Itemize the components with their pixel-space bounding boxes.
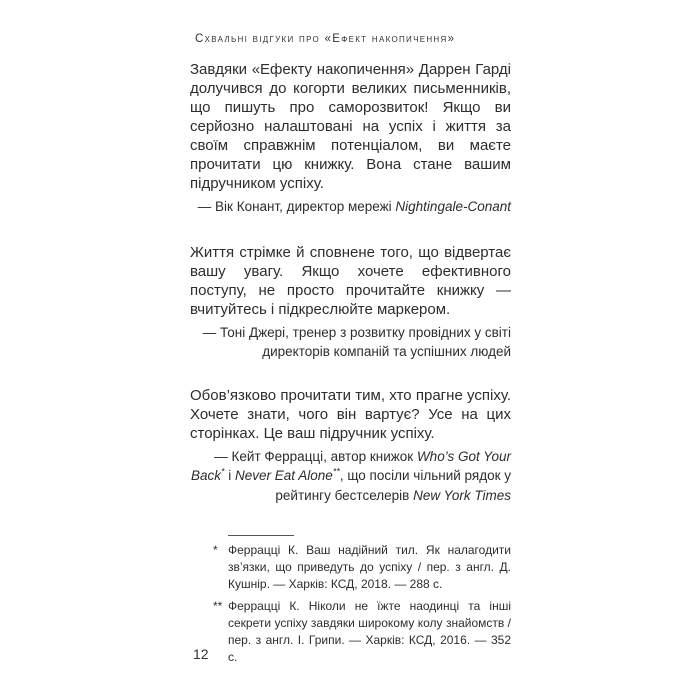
running-head: Схвальні відгуки про «Ефект накопичення» (195, 33, 456, 45)
footnote-text: Феррацці К. Ваш надійний тил. Як налагодити зв’язки, що приведуть до успіху / пер. з англ. Д. Кушнір. — Харків: КСД, 2018. — 288 с. (228, 543, 511, 591)
review-paragraph: Обов’язково прочитати тим, хто прагне успіху. Хочете знати, чого він вартує? Усе на цих сторінках. Це ваш підручник успіху. (190, 386, 511, 442)
review-block (190, 386, 511, 506)
footnote-marker: * (213, 543, 218, 557)
page-number: 12 (193, 646, 209, 662)
footnote-text: Феррацці К. Ніколи не їжте наодинці та інші секрети успіху завдяки широкому колу знайомств / пер. з англ. І. Грипи. — Харків: КСД, 2016. — 352 с. (228, 599, 511, 664)
footnote (190, 542, 511, 593)
review-paragraph: Життя стрімке й сповнене того, що відвертає вашу увагу. Якщо хочете ефективного поступу, не просто прочитайте книжку — вчитуйтесь і підкреслюйте маркером. (190, 243, 511, 318)
review-block (190, 60, 511, 217)
review-attribution: — Кейт Феррацці, автор книжок Who’s Got Your Back* і Never Eat Alone**, що посіли чільний рядок у рейтингу бестселерів New York Times (190, 448, 511, 503)
review-attribution: — Вік Конант, директор мережі Nightingale-Conant (197, 199, 511, 214)
footnote (190, 598, 511, 666)
footnote-marker: ** (213, 599, 223, 613)
review-attribution: — Тоні Джері, тренер з розвитку провідних у світі директорів компаній та успішних людей (202, 324, 511, 359)
review-block (190, 243, 511, 362)
footnote-block (190, 535, 511, 666)
review-paragraph: Завдяки «Ефекту накопичення» Даррен Гарді долучився до когорти великих письменників, що пишуть про саморозвиток! Якщо ви серйозно налаштовані на успіх і життя за своїм справжнім потенціалом, ви маєте прочитати цю книжку. Вона стане вашим підручником успіху. (190, 61, 511, 192)
footnote-separator (228, 535, 294, 536)
text-column (190, 0, 511, 505)
